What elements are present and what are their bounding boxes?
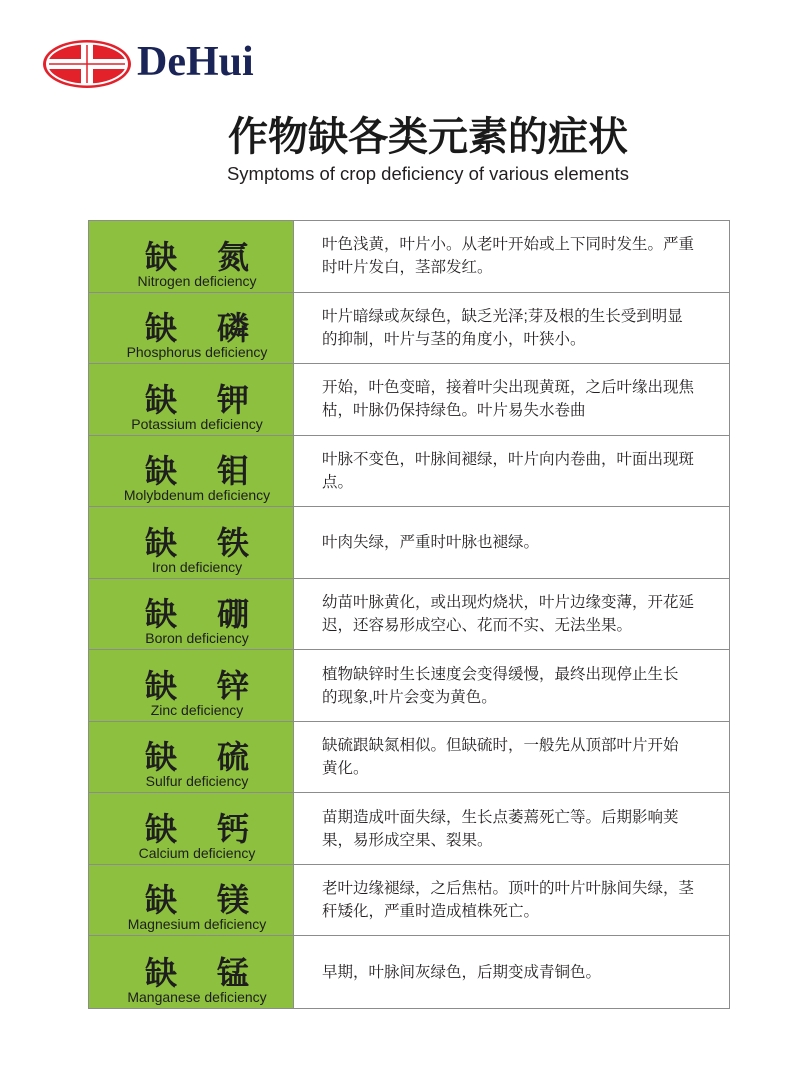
- element-name-en: Calcium deficiency: [138, 844, 256, 861]
- deficiency-prefix: 缺: [144, 381, 177, 418]
- element-character: 钾: [217, 381, 250, 418]
- element-label-cell: [89, 364, 294, 435]
- deficiency-row-boron: [89, 579, 729, 651]
- element-name-en: Sulfur deficiency: [145, 773, 249, 790]
- symptom-cell: [294, 579, 729, 650]
- symptom-cell: [294, 722, 729, 793]
- element-name-en: Iron deficiency: [151, 558, 243, 575]
- deficiency-row-iron: [89, 507, 729, 579]
- element-name-en: Nitrogen deficiency: [137, 272, 257, 289]
- deficiency-row-zinc: [89, 650, 729, 722]
- element-label-cell: [89, 650, 294, 721]
- element-name-cn: [144, 453, 250, 490]
- deficiency-prefix: 缺: [144, 955, 177, 991]
- deficiency-prefix: 缺: [144, 310, 177, 347]
- deficiency-row-magnesium: [89, 865, 729, 937]
- element-name-cn: [144, 238, 250, 275]
- element-character: 硫: [217, 739, 250, 776]
- symptom-line: 的现象,叶片会变为黄色。: [322, 688, 497, 706]
- deficiency-row-calcium: [89, 793, 729, 865]
- deficiency-prefix: 缺: [144, 524, 177, 561]
- symptom-line: 叶片暗绿或灰绿色，缺乏光泽;芽及根的生长受到明显: [322, 307, 683, 325]
- element-character: 磷: [217, 310, 250, 347]
- deficiency-row-potassium: [89, 364, 729, 436]
- symptom-line: 苗期造成叶面失绿，生长点萎蔫死亡等。后期影响荚: [322, 808, 679, 826]
- brand-name: DeHui: [137, 39, 254, 85]
- symptom-cell: [294, 936, 729, 1008]
- symptom-cell: [294, 650, 729, 721]
- element-name-cn: [145, 957, 249, 989]
- symptom-line: 时叶片发白，茎部发红。: [322, 259, 493, 277]
- deficiency-row-nitrogen: [89, 221, 729, 293]
- symptom-line: 开始，叶色变暗，接着叶尖出现黄斑，之后叶缘出现焦: [322, 379, 695, 397]
- element-name-cn: [144, 310, 250, 347]
- symptom-cell: [294, 507, 729, 578]
- element-label-cell: [89, 293, 294, 364]
- deficiency-prefix: 缺: [144, 453, 177, 490]
- element-name-cn: [144, 810, 250, 847]
- symptom-line: 幼苗叶脉黄化，或出现灼烧状，叶片边缘变薄，开花延: [322, 593, 695, 611]
- element-character: 镁: [217, 882, 250, 919]
- element-name-en: Zinc deficiency: [150, 701, 244, 718]
- element-name-en: Magnesium deficiency: [127, 916, 267, 933]
- symptom-line: 迟，还容易形成空心、花而不实、无法坐果。: [322, 616, 633, 634]
- element-character: 铁: [217, 524, 250, 561]
- element-name-cn: [144, 882, 250, 919]
- deficiency-prefix: 缺: [144, 810, 177, 847]
- deficiency-prefix: 缺: [144, 667, 177, 704]
- element-name-cn: [144, 667, 250, 704]
- page-title: 作物缺各类元素的症状: [228, 115, 628, 159]
- element-name-en: Phosphorus deficiency: [126, 344, 268, 361]
- symptom-line: 点。: [322, 473, 354, 491]
- symptom-cell: [294, 221, 729, 292]
- symptom-line: 叶色浅黄，叶片小。从老叶开始或上下同时发生。严重: [322, 236, 695, 254]
- element-name-cn: [144, 739, 250, 776]
- symptom-cell: [294, 293, 729, 364]
- element-character: 氮: [217, 238, 250, 275]
- symptom-line: 老叶边缘褪绿，之后焦枯。顶叶的叶片叶脉间失绿，茎: [322, 880, 695, 898]
- element-name-cn: [144, 381, 250, 418]
- symptom-cell: [294, 364, 729, 435]
- deficiency-row-phosphorus: [89, 293, 729, 365]
- symptom-line: 黄化。: [322, 760, 369, 778]
- element-label-cell: [89, 936, 294, 1008]
- symptom-line: 植物缺锌时生长速度会变得缓慢，最终出现停止生长: [322, 665, 679, 683]
- deficiency-prefix: 缺: [144, 596, 177, 633]
- symptom-line: 叶肉失绿，严重时叶脉也褪绿。: [322, 533, 540, 551]
- element-name-en: Potassium deficiency: [131, 415, 263, 432]
- element-label-cell: [89, 221, 294, 292]
- dehui-logo-icon: [42, 39, 132, 89]
- symptom-line: 枯，叶脉仍保持绿色。叶片易失水卷曲: [322, 402, 586, 420]
- element-label-cell: [89, 579, 294, 650]
- symptom-cell: [294, 865, 729, 936]
- element-name-cn: [144, 596, 250, 633]
- element-label-cell: [89, 722, 294, 793]
- deficiency-table: [88, 220, 730, 1009]
- element-character: 锰: [217, 955, 250, 991]
- element-character: 锌: [217, 667, 250, 704]
- element-label-cell: [89, 507, 294, 578]
- element-character: 硼: [217, 596, 250, 633]
- deficiency-row-manganese: [89, 936, 729, 1008]
- symptom-line: 叶脉不变色，叶脉间褪绿，叶片向内卷曲，叶面出现斑: [322, 450, 695, 468]
- symptom-line: 早期，叶脉间灰绿色，后期变成青铜色。: [322, 963, 602, 981]
- deficiency-prefix: 缺: [144, 882, 177, 919]
- deficiency-row-molybdenum: [89, 436, 729, 508]
- element-character: 钼: [217, 453, 250, 490]
- element-character: 钙: [217, 810, 250, 847]
- deficiency-prefix: 缺: [144, 238, 177, 275]
- element-label-cell: [89, 793, 294, 864]
- element-label-cell: [89, 865, 294, 936]
- symptom-line: 秆矮化，严重时造成植株死亡。: [322, 903, 540, 921]
- symptom-cell: [294, 436, 729, 507]
- element-name-en: Boron deficiency: [145, 630, 249, 647]
- symptom-line: 缺硫跟缺氮相似。但缺硫时，一般先从顶部叶片开始: [322, 737, 679, 755]
- element-name-en: Molybdenum deficiency: [123, 487, 271, 504]
- element-name-cn: [144, 524, 250, 561]
- symptom-line: 果，易形成空果、裂果。: [322, 831, 493, 849]
- deficiency-prefix: 缺: [144, 739, 177, 776]
- page-subtitle: Symptoms of crop deficiency of various elements: [226, 163, 630, 184]
- symptom-line: 的抑制，叶片与茎的角度小，叶狭小。: [322, 330, 586, 348]
- element-name-en: Manganese deficiency: [127, 989, 267, 1005]
- element-label-cell: [89, 436, 294, 507]
- deficiency-row-sulfur: [89, 722, 729, 794]
- symptom-cell: [294, 793, 729, 864]
